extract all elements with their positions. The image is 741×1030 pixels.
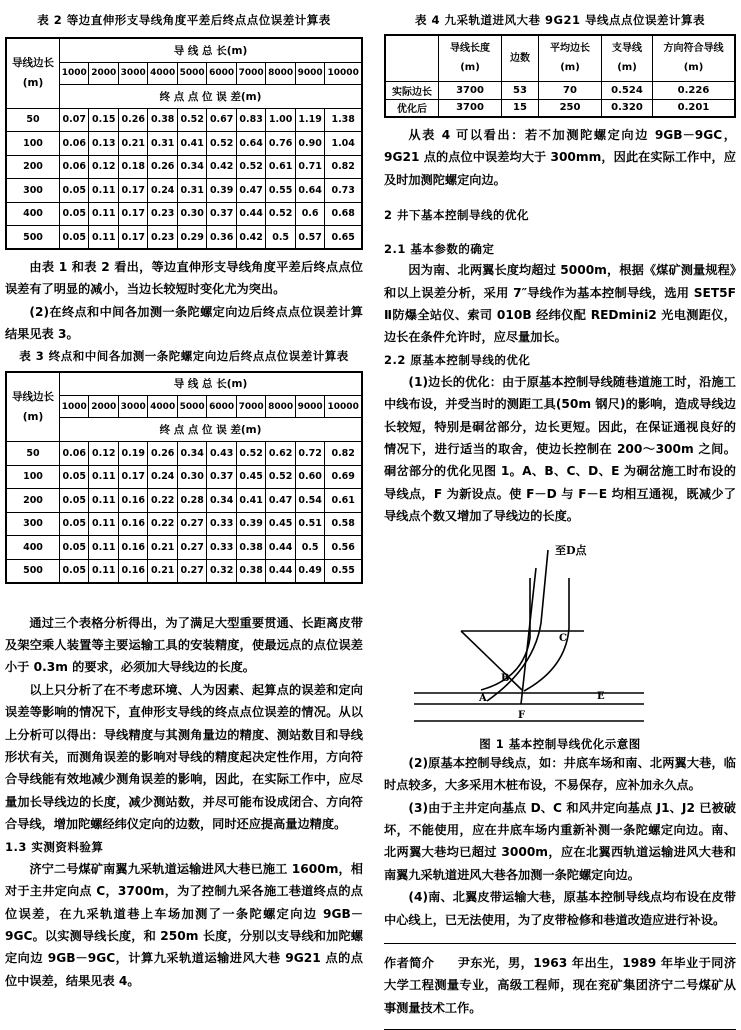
label-to-d: 至D点: [555, 543, 587, 557]
paragraph: (1)边长的优化：由于原基本控制导线随巷道施工时，沿施工中线布设，并受当时的测距工具(50m 钢尺)的影响，造成导线边长较短，特别是硐岔部分，边长更短。因此，在保证通视良好的情况下，进行适当的取舍，使边长控制在 200～300m 之间。硐岔部分的优化见图 1。A、B、C、D、E 为硐岔施工时布设的导线点，F 为新设点。使 F－D 与 F－E 均相互通视，既减少了导线点个数又增加了导线边的长度。: [384, 374, 736, 524]
table-cell: 0.07: [60, 108, 89, 132]
table-cell: 53: [502, 81, 539, 99]
paragraph: (2)在终点和中间各加测一条陀螺定向边后终点点位误差计算结果见表 3。: [5, 304, 363, 342]
table-cell: 0.13: [89, 132, 118, 156]
column-header: 6000: [207, 396, 236, 418]
point-label: B: [501, 672, 510, 684]
table2: [5, 37, 363, 250]
table-cell: 0.41: [236, 489, 265, 513]
table4: [384, 34, 736, 118]
table-cell: 3700: [439, 81, 502, 99]
table-cell: 70: [539, 81, 602, 99]
header-label: 方向符合导线: [663, 43, 724, 55]
table-cell: 0.18: [118, 155, 147, 179]
table-cell: 0.37: [207, 465, 236, 489]
row-side-length: 100: [6, 465, 60, 489]
table-cell: 0.16: [118, 489, 147, 513]
rowhead-unit: (m): [22, 410, 44, 423]
table-cell: 0.26: [148, 442, 177, 466]
row-label: 实际边长: [385, 81, 439, 99]
table-cell: 0.24: [148, 179, 177, 203]
table2-rowhead: [6, 38, 60, 108]
table-cell: 0.11: [89, 465, 118, 489]
section-heading-1-3: 1.3 实测资料验算: [5, 839, 104, 854]
table4-column-header: [385, 35, 439, 81]
row-side-length: 300: [6, 512, 60, 536]
paragraph: 济宁二号煤矿南翼九采轨道运输进风大巷已施工 1600m，相对于主井定向点 C，3700m，为了控制九采各施工巷道终点的点位误差，在九采轨道巷上车场加测了一条陀螺定向边 9GB－9GC。以实测导线长度，和 250m 长度，分别以支导线和加陀螺定向边 9GB－9GC，计算九采轨道运输进风大巷 9G21 点的点位中误差，结果见表 4。: [5, 861, 363, 988]
table-cell: 0.61: [266, 155, 295, 179]
header-unit: (m): [560, 62, 580, 74]
table-row: [6, 442, 362, 466]
column-header: 5000: [177, 62, 206, 84]
line-F-D: [521, 568, 536, 704]
paragraph: 以上只分析了在不考虑环境、人为因素、起算点的误差和定向误差等影响的情况下，直伸形支导线的终点点位误差的情况。从以上分析可以得出：导线精度与其测角量边的精度、测站数目和导线形状有关，而测角误差的影响对导线的精度起决定性作用，方向符合导线能有效地减少测角误差的影响，因此，在实际工作中，应尽量加长导线边的长度，减少测站数，并尽可能布设成闭合、方向符合导线，增加陀螺经纬仪定向的边数，同时还应提高量边精度。: [5, 682, 363, 832]
table3-top-header: 导 线 总 长(m): [60, 372, 363, 396]
table-cell: 0.90: [295, 132, 324, 156]
table-cell: 0.23: [148, 202, 177, 226]
table4-caption: 表 4 九采轨道进风大巷 9G21 导线点点位误差计算表: [415, 13, 705, 27]
table-cell: 0.21: [118, 132, 147, 156]
table-cell: 0.68: [325, 202, 362, 226]
table-cell: 0.34: [207, 489, 236, 513]
table-cell: 0.39: [207, 179, 236, 203]
table-cell: 0.17: [118, 465, 147, 489]
table4-header-row: [385, 35, 735, 81]
column-header: 9000: [295, 62, 324, 84]
table-cell: 0.64: [236, 132, 265, 156]
section-heading-2: 2 井下基本控制导线的优化: [384, 208, 530, 223]
table-cell: 0.5: [295, 536, 324, 560]
table-cell: 0.201: [653, 99, 736, 117]
table-cell: 0.05: [60, 512, 89, 536]
column-header: 7000: [236, 62, 265, 84]
table-cell: 0.52: [266, 202, 295, 226]
table-cell: 0.55: [266, 179, 295, 203]
table-cell: 0.43: [207, 442, 236, 466]
table-cell: 0.17: [118, 226, 147, 250]
table-cell: 0.44: [266, 559, 295, 583]
table-cell: 0.33: [207, 536, 236, 560]
table-cell: 0.52: [266, 465, 295, 489]
point-label: E: [597, 690, 605, 702]
table2-top-header: 导 线 总 长(m): [60, 38, 363, 62]
header-label: 导线长度: [450, 43, 490, 55]
table-cell: 1.38: [325, 108, 362, 132]
column-header: 3000: [118, 62, 147, 84]
header-label: 平均边长: [550, 43, 590, 55]
table-row: [6, 179, 362, 203]
table-cell: 0.26: [148, 155, 177, 179]
table-cell: 0.58: [325, 512, 362, 536]
table-cell: 0.17: [118, 179, 147, 203]
table-cell: 0.67: [207, 108, 236, 132]
header-unit: (m): [460, 62, 480, 74]
table-cell: 0.52: [236, 155, 265, 179]
table-cell: 0.30: [177, 202, 206, 226]
table-cell: 0.06: [60, 442, 89, 466]
table-cell: 0.226: [653, 81, 736, 99]
table-cell: 0.45: [266, 512, 295, 536]
table-cell: 0.60: [295, 465, 324, 489]
header-unit: (m): [683, 62, 704, 74]
table-cell: 0.05: [60, 465, 89, 489]
author-bio: [384, 952, 736, 1019]
row-side-length: 400: [6, 536, 60, 560]
table-cell: 0.52: [177, 108, 206, 132]
table-cell: 0.21: [148, 559, 177, 583]
table-cell: 0.11: [89, 536, 118, 560]
table-cell: 0.65: [325, 226, 362, 250]
table-cell: 0.31: [148, 132, 177, 156]
table-cell: 0.05: [60, 536, 89, 560]
table-cell: 0.06: [60, 155, 89, 179]
table-cell: 0.320: [602, 99, 653, 117]
table-cell: 0.44: [266, 536, 295, 560]
paragraph: 从表 4 可以看出：若不加测陀螺定向边 9GB－9GC，9G21 点的点位中误差均大于 300mm，因此在实际工作中，应及时加测陀螺定向边。: [384, 128, 736, 187]
table-row: [6, 202, 362, 226]
table-cell: 0.19: [118, 442, 147, 466]
table-cell: 0.61: [325, 489, 362, 513]
table-cell: 0.42: [236, 226, 265, 250]
table-cell: 0.39: [236, 512, 265, 536]
paragraph: 由表 1 和表 2 看出，等边直伸形支导线角度平差后终点点位误差有了明显的减小，当边长较短时变化尤为突出。: [5, 260, 363, 297]
curve-middle: [487, 550, 548, 701]
table-cell: 0.11: [89, 226, 118, 250]
column-header: 7000: [236, 396, 265, 418]
table-cell: 0.37: [207, 202, 236, 226]
table-cell: 0.27: [177, 512, 206, 536]
table-cell: 0.05: [60, 226, 89, 250]
table-row: [6, 226, 362, 250]
table-cell: 0.15: [89, 108, 118, 132]
table-cell: 0.54: [295, 489, 324, 513]
table-cell: 0.6: [295, 202, 324, 226]
table-cell: 0.82: [325, 155, 362, 179]
table4-column-header: [502, 35, 539, 81]
row-side-length: 400: [6, 202, 60, 226]
table-row: [6, 512, 362, 536]
table-row: [6, 132, 362, 156]
table-cell: 0.49: [295, 559, 324, 583]
table-cell: 0.47: [266, 489, 295, 513]
column-header: 9000: [295, 396, 324, 418]
column-header: 3000: [118, 396, 147, 418]
table-cell: 0.16: [118, 536, 147, 560]
header-unit: (m): [617, 62, 637, 74]
table-cell: 0.42: [207, 155, 236, 179]
point-label: A: [479, 692, 487, 704]
row-side-length: 500: [6, 226, 60, 250]
table-row: [385, 99, 735, 117]
table-cell: 0.55: [325, 559, 362, 583]
table-cell: 0.05: [60, 202, 89, 226]
table-cell: 0.69: [325, 465, 362, 489]
table-cell: 0.71: [295, 155, 324, 179]
header-label: 支导线: [612, 43, 642, 55]
column-header: 8000: [266, 396, 295, 418]
table-cell: 0.16: [118, 559, 147, 583]
paragraph: (3)由于主井定向基点 D、C 和风井定向基点 J1、J2 已被破坏，不能使用，应在井底车场内重新补测一条陀螺定向边。南、北两翼大巷均已超过 3000m，应在北翼西轨道运输进风大巷和南翼九采轨道进风大巷各加测一条陀螺定向边。: [384, 800, 736, 882]
table-cell: 0.30: [177, 465, 206, 489]
table-row: [6, 155, 362, 179]
table-row: [6, 559, 362, 583]
table-cell: 0.23: [148, 226, 177, 250]
table-cell: 0.11: [89, 489, 118, 513]
table-row: [6, 108, 362, 132]
table-row: [6, 489, 362, 513]
column-header: 1000: [60, 396, 89, 418]
table-cell: 0.41: [177, 132, 206, 156]
table-cell: 0.11: [89, 512, 118, 536]
table-cell: 0.38: [148, 108, 177, 132]
row-side-length: 200: [6, 489, 60, 513]
table-cell: 0.62: [266, 442, 295, 466]
row-side-length: 300: [6, 179, 60, 203]
table-row: [385, 81, 735, 99]
table-cell: 0.34: [177, 155, 206, 179]
table-row: [6, 536, 362, 560]
table-cell: 0.05: [60, 489, 89, 513]
column-header: 4000: [148, 62, 177, 84]
table-cell: 0.52: [207, 132, 236, 156]
column-header: 10000: [325, 62, 362, 84]
table4-column-header: [602, 35, 653, 81]
point-label: C: [559, 632, 567, 644]
column-header: 2000: [89, 396, 118, 418]
paragraph: (2)原基本控制导线点，如：井底车场和南、北两翼大巷，临时点较多，大多采用木桩布设，不易保存，应补加永久点。: [384, 755, 736, 793]
table4-column-header: [539, 35, 602, 81]
column-header: 5000: [177, 396, 206, 418]
table-cell: 0.27: [177, 536, 206, 560]
table4-column-header: [653, 35, 736, 81]
paragraph: 因为南、北两翼长度均超过 5000m，根据《煤矿测量规程》和以上误差分析，采用 7″导线作为基本控制导线，选用 SET5F Ⅱ防爆全站仪、索司 010B 经纬仪配 REDmini2 光电测距仪，边长在条件允许时，应尽量加长。: [384, 263, 736, 345]
row-side-length: 50: [6, 108, 60, 132]
table-cell: 0.52: [236, 442, 265, 466]
row-side-length: 100: [6, 132, 60, 156]
table-cell: 0.06: [60, 132, 89, 156]
table-cell: 0.73: [325, 179, 362, 203]
column-header: 8000: [266, 62, 295, 84]
table3-rowhead: [6, 372, 60, 442]
row-label: 优化后: [385, 99, 439, 117]
table-cell: 15: [502, 99, 539, 117]
table-cell: 0.26: [118, 108, 147, 132]
column-header: 1000: [60, 62, 89, 84]
table-cell: 0.82: [325, 442, 362, 466]
table-cell: 0.05: [60, 559, 89, 583]
table-cell: 0.16: [118, 512, 147, 536]
row-side-length: 200: [6, 155, 60, 179]
point-label: F: [518, 709, 526, 721]
table-cell: 0.38: [236, 536, 265, 560]
row-side-length: 500: [6, 559, 60, 583]
header-label: 边数: [510, 52, 530, 64]
table-cell: 0.22: [148, 489, 177, 513]
section-heading-2-2: 2.2 原基本控制导线的优化: [384, 352, 531, 367]
table-cell: 0.76: [266, 132, 295, 156]
rowhead-label: 导线边长: [12, 57, 54, 70]
table-cell: 0.12: [89, 155, 118, 179]
table-cell: 0.24: [148, 465, 177, 489]
row-side-length: 50: [6, 442, 60, 466]
paragraph: 通过三个表格分析得出，为了满足大型重要贯通、长距离皮带及架空乘人装置等主要运输工具的安装精度，使最远点的点位误差小于 0.3m 的要求，必须加大导线边的长度。: [5, 615, 363, 675]
table-cell: 0.51: [295, 512, 324, 536]
author-bio-label: 作者简介: [384, 955, 435, 970]
table-cell: 0.524: [602, 81, 653, 99]
table3-caption: 表 3 终点和中间各加测一条陀螺定向边后终点点位误差计算表: [19, 348, 349, 363]
table2-columns-row: [6, 62, 362, 84]
table-cell: 0.17: [118, 202, 147, 226]
table-cell: 0.56: [325, 536, 362, 560]
table-cell: 0.57: [295, 226, 324, 250]
table-cell: 0.21: [148, 536, 177, 560]
table-cell: 0.83: [236, 108, 265, 132]
column-header: 10000: [325, 396, 362, 418]
author-bio-text: 尹东光，男，1963 年出生，1989 年毕业于同济大学工程测量专业，高级工程师，现在兖矿集团济宁二号煤矿从事测量技术工作。: [384, 955, 737, 1015]
divider: [384, 943, 736, 944]
table-cell: 0.12: [89, 442, 118, 466]
table3: [5, 371, 363, 584]
table-cell: 0.72: [295, 442, 324, 466]
table4-column-header: [439, 35, 502, 81]
table-cell: 0.44: [236, 202, 265, 226]
left-column: [5, 0, 363, 992]
table-cell: 3700: [439, 99, 502, 117]
table3-columns-row: [6, 396, 362, 418]
table-cell: 0.22: [148, 512, 177, 536]
table-cell: 0.11: [89, 202, 118, 226]
diagonal-line: [461, 631, 522, 690]
table-cell: 0.29: [177, 226, 206, 250]
table-cell: 0.5: [266, 226, 295, 250]
figure1-diagram: [384, 528, 736, 728]
column-header: 2000: [89, 62, 118, 84]
table2-sub-header: 终 点 点 位 误 差(m): [60, 84, 363, 108]
right-column: [384, 0, 736, 1030]
table2-caption: 表 2 等边直伸形支导线角度平差后终点点位误差计算表: [37, 13, 331, 27]
figure1-caption: 图 1 基本控制导线优化示意图: [479, 736, 641, 751]
table-cell: 0.31: [177, 179, 206, 203]
table-cell: 0.27: [177, 559, 206, 583]
table-cell: 0.32: [207, 559, 236, 583]
table-cell: 1.04: [325, 132, 362, 156]
rowhead-unit: (m): [22, 77, 44, 90]
table-cell: 0.28: [177, 489, 206, 513]
table-cell: 0.05: [60, 179, 89, 203]
table-cell: 0.36: [207, 226, 236, 250]
table-cell: 1.00: [266, 108, 295, 132]
table-cell: 0.64: [295, 179, 324, 203]
section-heading-2-1: 2.1 基本参数的确定: [384, 242, 495, 257]
table-cell: 0.38: [236, 559, 265, 583]
table-cell: 0.33: [207, 512, 236, 536]
table-cell: 250: [539, 99, 602, 117]
table-cell: 0.47: [236, 179, 265, 203]
column-header: 4000: [148, 396, 177, 418]
table-cell: 1.19: [295, 108, 324, 132]
table-cell: 0.34: [177, 442, 206, 466]
rowhead-label: 导线边长: [12, 390, 54, 403]
table-cell: 0.11: [89, 559, 118, 583]
paragraph: (4)南、北翼皮带运输大巷，原基本控制导线点均布设在皮带中心线上，已无法使用，为了皮带检修和巷道改造应进行补设。: [384, 890, 736, 927]
table-row: [6, 465, 362, 489]
table3-sub-header: 终 点 点 位 误 差(m): [60, 418, 363, 442]
table-cell: 0.11: [89, 179, 118, 203]
table-cell: 0.45: [236, 465, 265, 489]
column-header: 6000: [207, 62, 236, 84]
